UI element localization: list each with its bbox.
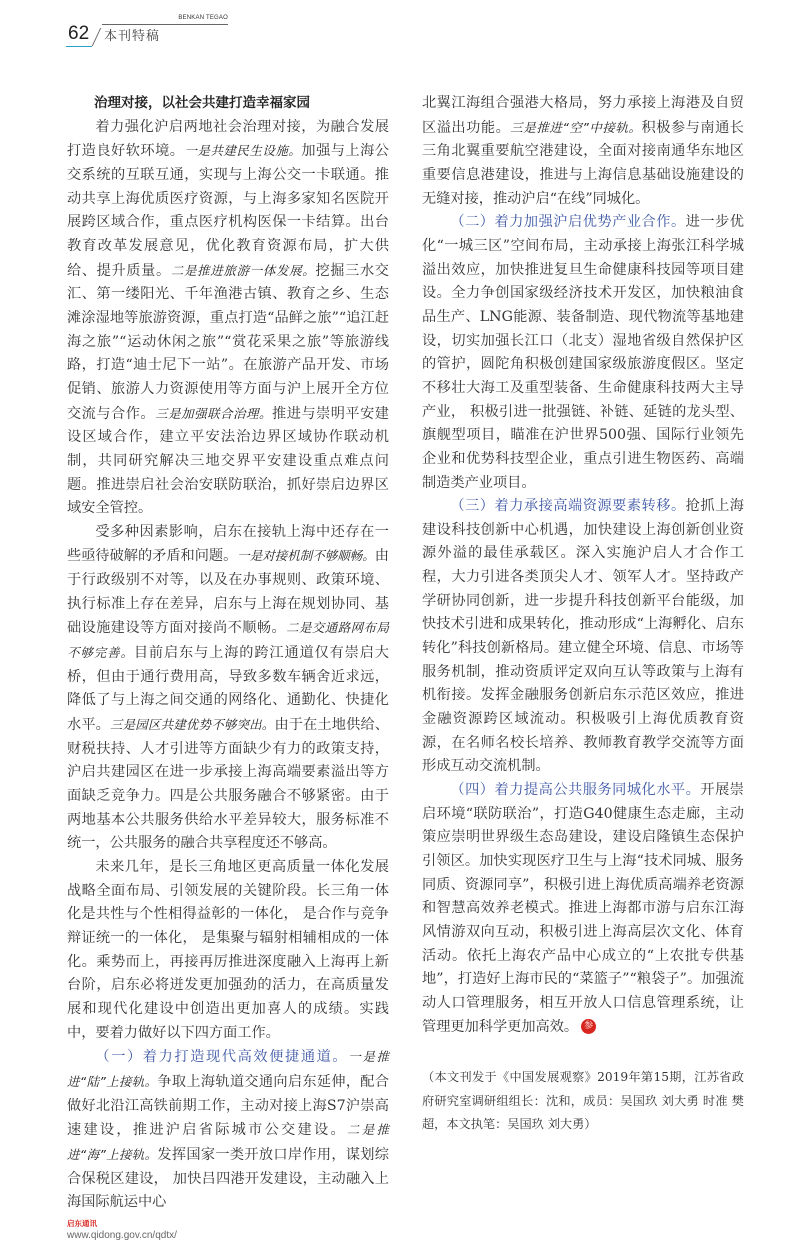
text: 争取上海轨道交通向启东延伸，配合做好北沿江高铁前期工作，主动对接上海S7沪崇高速建设，推进沪启省际城市公交建设。 — [67, 1073, 389, 1139]
paragraph — [422, 495, 744, 779]
left-column — [67, 92, 389, 1215]
text: 推进与崇明平安建设区域合作，建立平安法治边界区域协作联动机制，共同研究解决三地交界平安建设重点难点问题。推进崇启社会治安联防联治，抓好崇启边界区域安全管控。 — [67, 405, 389, 517]
text: 进一步优化“一城三区”空间布局，主动承接上海张江科学城溢出效应，加快推进复旦生命健康科技园等项目建设。全力争创国家级经济技术开发区，加快粮油食品生产、LNG能源、装备制造、现代物流等基地建设，切实加强长江口（北支）湿地省级自然保护区的管护，圆陀角积极创建国家级旅游度假区。坚定不移壮大海工及重型装备、生命健康科技两大主导产业， 积极引进一批强链、补链、延链的龙头型、旗舰型项目，瞄准在沪世界500强、国际行业领先企业和优势科技型企业，重点引进生物医药、高端制造类产业项目。 — [422, 214, 744, 491]
text: 由于行政级别不对等，以及在办事规则、政策环境、执行标准上存在差异，启东与上海在规划协同、基础设施建设等方面对接尚不顺畅。 — [67, 548, 389, 637]
paragraph — [67, 521, 389, 856]
emphasis: 二是交通路网布局不够完善。 — [67, 620, 389, 661]
end-of-article-icon: 参 — [581, 1019, 596, 1034]
emphasis: 三是园区共建优势不够突出。 — [110, 717, 275, 733]
page-number-underline — [66, 46, 92, 47]
paragraph — [422, 92, 744, 211]
text: 抢抓上海建设科技创新中心机遇，加快建设上海创新创业资源外溢的最佳承载区。深入实施沪启人才合作工程，大力引进各类顶尖人才、领军人才。坚持政产学研协同创新，进一步提升科技创新平台能级，加快技术引进和成果转化，推动形成“上海孵化、启东转化”科技创新格局。建立健全环境、信息、市场等服务机制，推动资质评定双向互认等政策与上海有机衔接。发挥金融服务创新启东示范区效应，推进金融资源跨区域流动。积极吸引上海优质教育资源，在名师名校长培养、教师教育教学交流等方面形成互动交流机制。 — [422, 498, 744, 775]
section-title-en: BENKAN TEGAO — [178, 15, 228, 21]
subheading: 治理对接，以社会共建打造幸福家园 — [94, 95, 310, 111]
section-title-cn: 本刊特稿 — [104, 29, 161, 44]
emphasis: 三是加强联合治理。 — [155, 405, 273, 421]
header-rule — [102, 24, 228, 25]
page-footer — [67, 1219, 177, 1242]
text: 开展崇启环境“联防联治”，打造G40健康生态走廊，主动策应崇明世界级生态岛建设，建设启隆镇生态保护引领区。加快实现医疗卫生与上海“技术同城、服务同质、资源同享”，积极引进上海优质高端养老资源和智慧高效养老模式。推进上海都市游与启东江海风情游双向互动，积极引进上海高层次文化、体育活动。依托上海农产品中心成立的“上农批专供基地”，打造好上海市民的“菜篮子”“粮袋子”。加强流动人口管理服务，相互开放人口信息管理系统，让管理更加科学更加高效。 — [422, 782, 744, 1035]
emphasis: 一是对接机制不够顺畅。 — [237, 548, 375, 564]
paragraph — [422, 211, 744, 495]
page-header — [66, 14, 266, 48]
footer-brand: 启东通讯 — [67, 1218, 97, 1228]
text: 北翼江海组合强港大格局，努力承接上海港及自贸区溢出功能。 — [422, 95, 744, 136]
text: 加强与上海公交系统的互联互通，实现与上海公交一卡联通。推动共享上海优质医疗资源，与上海多家知名医院开展跨区域合作，重点医疗机构医保一卡结算。出台教育改革发展意见，优化教育资源布局，扩大供给、提升质量。 — [67, 143, 389, 279]
right-column — [422, 92, 744, 1137]
text: 由于在土地供给、财税扶持、人才引进等方面缺少有力的政策支持， 沪启共建园区在进一步承接上海高端要素溢出等方面缺乏竞争力。四是公共服务融合不够紧密。由于两地基本公共服务供给水平差异较大，服务标准不统一，公共服务的融合共享程度还不够高。 — [67, 717, 389, 852]
section-heading-blue: （三）着力承接高端资源要素转移。 — [450, 498, 686, 515]
emphasis: 一是推进“陆”上接轨。 — [67, 1049, 389, 1089]
paragraph — [67, 116, 389, 521]
page-number: 62 — [68, 23, 90, 44]
section-heading-blue: （四）着力提高公共服务同城化水平。 — [450, 782, 701, 799]
text: 发挥国家一类开放口岸作用，谋划综合保税区建设， 加快吕四港开发建设，主动融入上海国际航运中心 — [67, 1146, 389, 1211]
emphasis: 二是推进旅游一体发展。 — [170, 262, 316, 278]
emphasis: 三是推进“空”中接轨。 — [510, 119, 642, 135]
text: 受多种因素影响，启东在接轨上海中还存在一些亟待破解的矛盾和问题。 — [67, 523, 389, 565]
footer-url-link[interactable]: www.qidong.gov.cn/qdtx/ — [67, 1229, 177, 1241]
emphasis: 一是共建民生设施。 — [184, 143, 302, 159]
section-heading-blue: （二）着力加强沪启优势产业合作。 — [450, 214, 686, 231]
text: 目前启东与上海的跨江通道仅有崇启大桥，但由于通行费用高，导致多数车辆舍近求远，降低了与上海之间交通的网络化、通勤化、快捷化水平。 — [67, 645, 389, 734]
emphasis: 二是推进“海”上接轨。 — [67, 1122, 389, 1162]
paragraph — [422, 779, 744, 1039]
text: 着力强化沪启两地社会治理对接，为融合发展打造良好软环境。 — [67, 118, 389, 160]
paragraph — [67, 1045, 389, 1215]
publication-note: （本文刊发于《中国发展观察》2019年第15期，江苏省政府研究室调研组组长：沈和，成员：吴国玖 刘大勇 时准 樊超，本文执笔：吴国玖 刘大勇） — [422, 1070, 744, 1132]
section-heading-blue: （一）着力打造现代高效便捷通道。 — [95, 1049, 349, 1066]
paragraph: 未来几年，是长三角地区更高质量一体化发展战略全面布局、引领发展的关键阶段。长三角一体化是共性与个性相得益彰的一体化， 是合作与竞争辩证统一的一体化， 是集聚与辐射相辅相成的一体化。乘势而上，再接再厉推进深度融入上海再上新台阶，启东必将迸发更加强劲的活力，在高质量发展和现代化建设中创造出更加喜人的成绩。实践中，要着力做好以下四方面工作。 — [67, 859, 389, 1041]
text: 积极参与南通长三角北翼重要航空港建设，全面对接南通华东地区重要信息港建设，推进与上海信息基础设施建设的无缝对接，推动沪启“在线”同城化。 — [422, 119, 744, 207]
header-slash-divider — [92, 28, 101, 46]
text: 挖掘三水交汇、第一缕阳光、千年渔港古镇、教育之乡、生态滩涂湿地等旅游资源，重点打造“品鲜之旅”“追江赶海之旅”“运动休闲之旅”“赏花采果之旅”等旅游线路，打造“迪士尼下一站”。在旅游产品开发、市场促销、旅游人力资源使用等方面与沪上展开全方位交流与合作。 — [67, 262, 389, 422]
